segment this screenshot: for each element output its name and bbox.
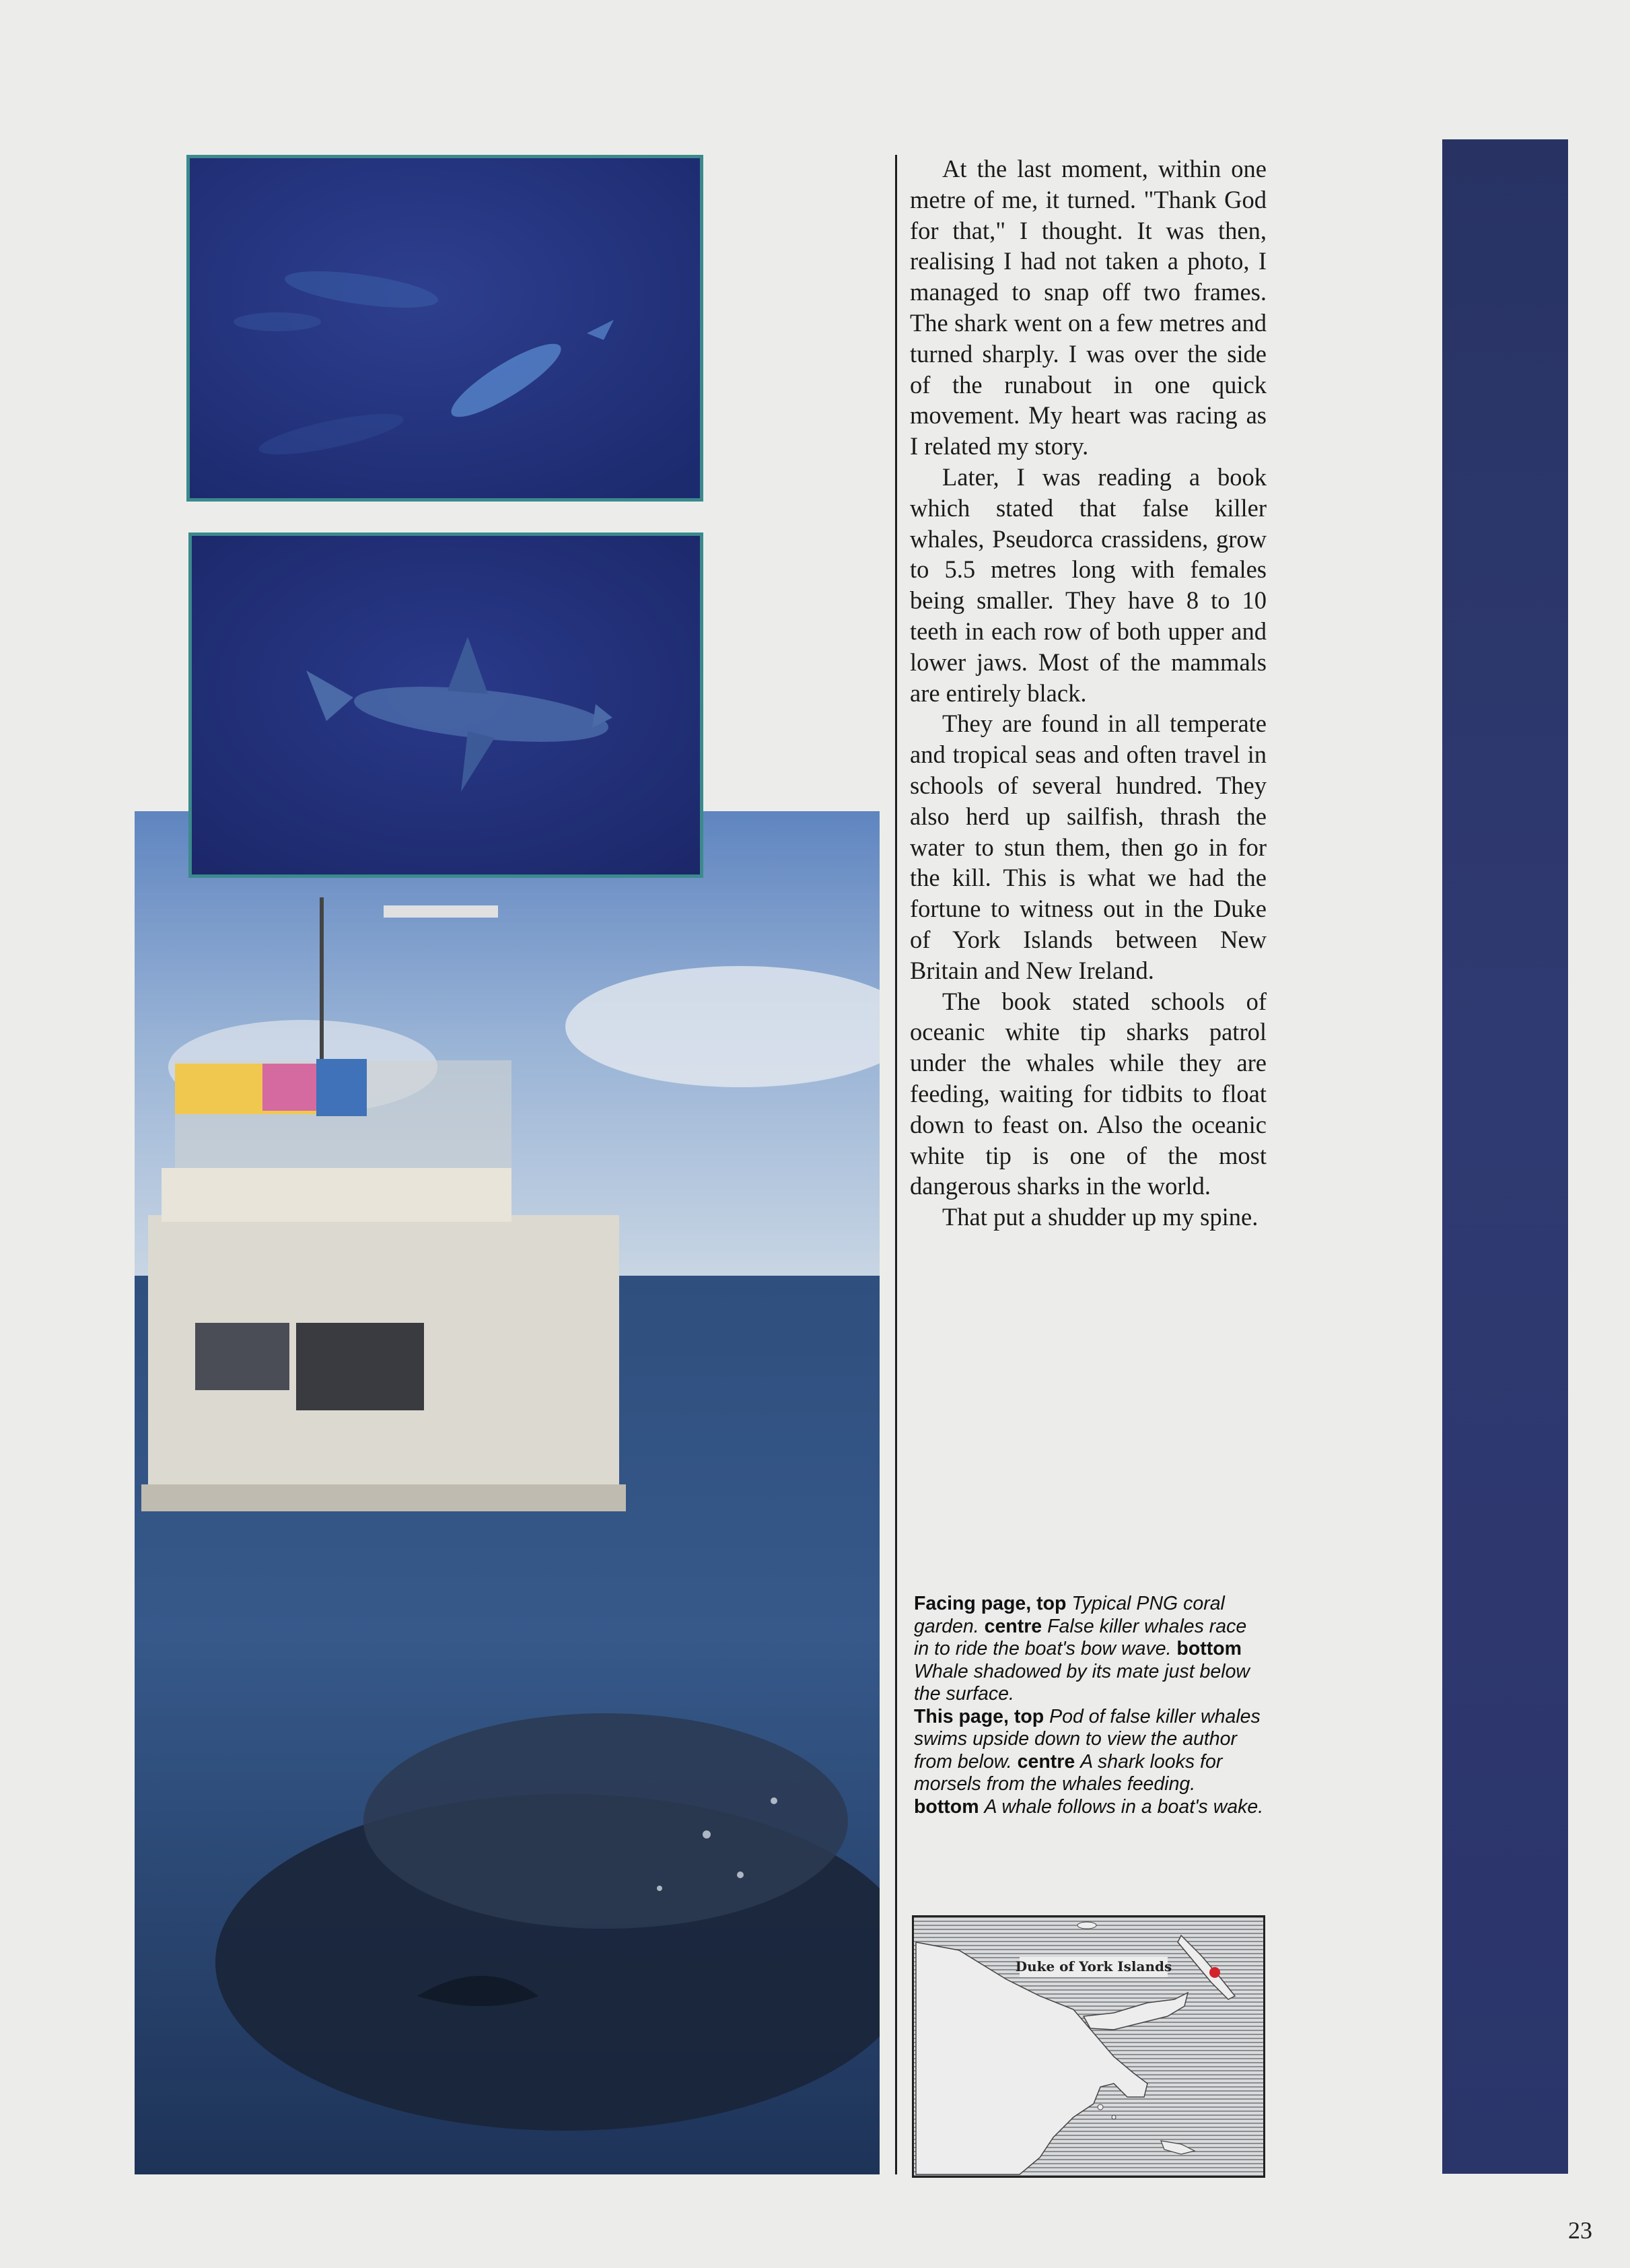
paragraph: They are found in all temperate and tropical seas and often travel in schools of several hundred. They also herd up sailfish, thrash the water to stun them, then go in for the kill. This is what we had the fortune to witness out in the Duke of York Islands between New Britain and New Ireland. [910,710,1267,984]
paragraph: At the last moment, within one metre of me, it turned. "Thank God for that," I thought. It was then, realising I had not taken a photo, I managed to snap off two frames. The shark went on a few metres and turned sharply. I was over the side of the runabout in one quick movement. My heart was racing as I related my story. [910,155,1267,460]
location-map [912,1915,1265,2178]
page-number: 23 [1568,2217,1592,2244]
photo-caption [914,1593,1264,1818]
caption-label: bottom [914,1795,979,1818]
caption-text: A whale follows in a boat's wake. [984,1795,1264,1818]
caption-facing-page [914,1593,1264,1706]
paragraph: The book stated schools of oceanic white tip sharks patrol under the whales while they are feeding, waiting for tidbits to float down to feast on. Also the oceanic white tip is one of the most dangerous sharks in the world. [910,987,1267,1200]
caption-text: Whale shadowed by its mate just below the surface. [914,1660,1250,1705]
caption-label: centre [984,1615,1042,1637]
location-marker [1209,1967,1220,1978]
photo-shark [188,532,703,878]
caption-label: This page, top [914,1705,1044,1727]
caption-text: Pod of false killer whales swims upside down to view the author from below. [914,1705,1261,1773]
map-label: Duke of York Islands [1015,1958,1172,1974]
caption-text: False killer whales race in to ride the boat's bow wave. [914,1615,1247,1659]
column-rule [895,155,897,2174]
side-color-bar [1442,139,1568,2174]
article-body [910,153,1267,1233]
caption-text: Typical PNG coral garden. [914,1593,1225,1637]
caption-label: Facing page, top [914,1593,1067,1614]
caption-label: centre [1017,1750,1075,1773]
caption-label: bottom [1176,1638,1242,1659]
caption-this-page [914,1706,1264,1819]
paragraph: Later, I was reading a book which stated that false killer whales, Pseudorca crassidens, grow to 5.5 metres long with females being smaller. They have 8 to 10 teeth in each row of both upper and lower jaws. Most of the mammals are entirely black. [910,462,1267,707]
photo-whale-pod [186,155,703,502]
paragraph: That put a shudder up my spine. [942,1203,1259,1231]
caption-text: A shark looks for morsels from the whales feeding. [914,1750,1223,1795]
photo-boat-and-whale [135,811,880,2174]
